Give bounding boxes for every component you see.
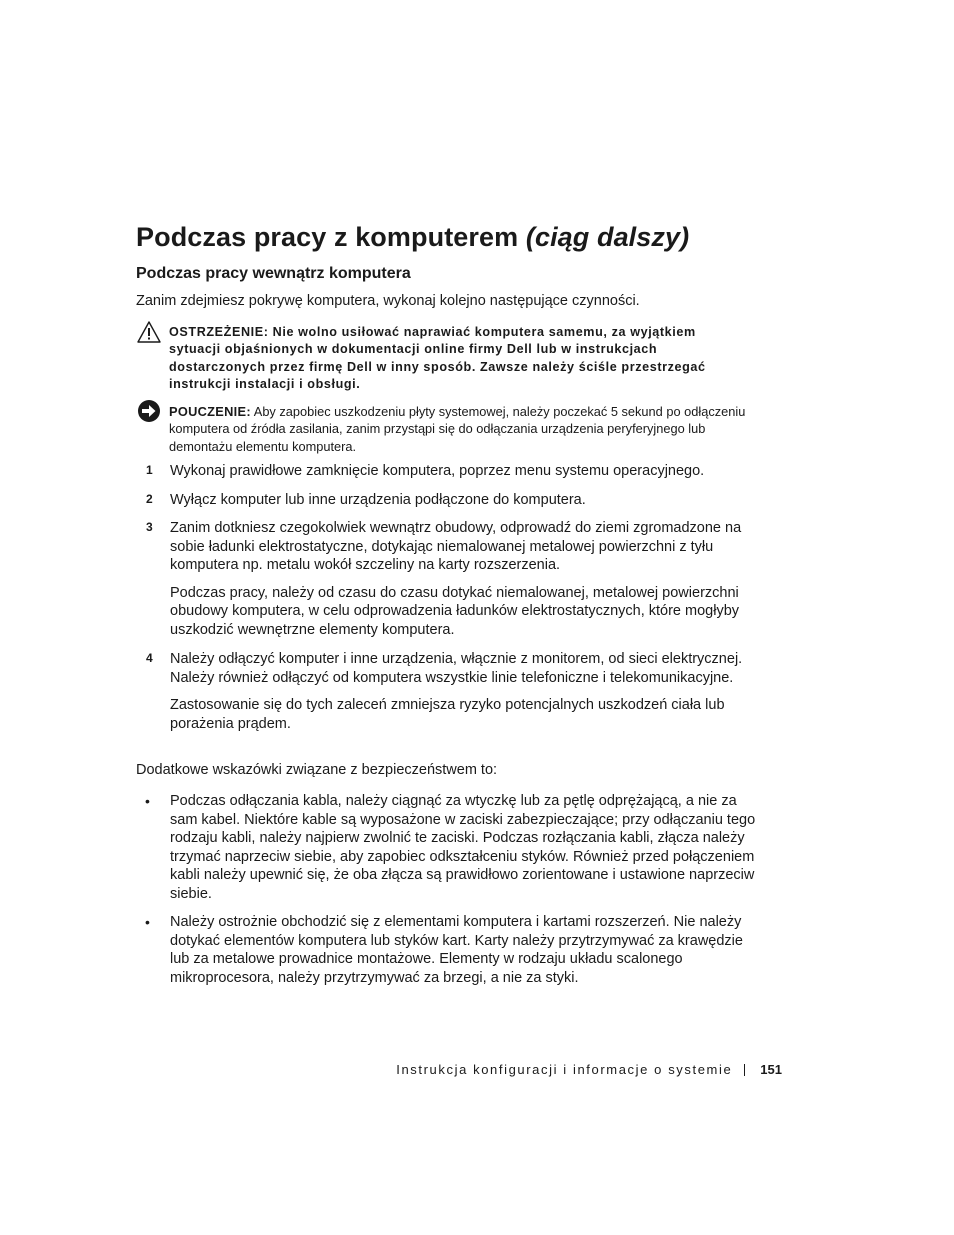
safety-intro: Dodatkowe wskazówki związane z bezpieczeństwem to: [136, 762, 498, 778]
step-number: 2 [146, 492, 153, 506]
step-text: Należy odłączyć komputer i inne urządzenia, włącznie z monitorem, od sieci elektrycznej. Należy również odłączyć od komputera wszystkie linie telefoniczne i telekomunikacyjne. [170, 651, 743, 686]
step-number: 3 [146, 520, 153, 534]
notice-body: Aby zapobiec uszkodzeniu płyty systemowej, należy poczekać 5 sekund po odłączeniu komputera od źródła zasilania, zanim przystąpi się do odłączania urządzenia peryferyjnego lub demontażu elementu komputera. [169, 404, 746, 454]
page-title [136, 222, 689, 253]
page-title-main: Podczas pracy z komputerem [136, 222, 519, 252]
bullet-text: Należy ostrożnie obchodzić się z elementami komputera i kartami rozszerzeń. Nie należy dotykać elementów komputera lub styków kart. Karty należy przytrzymywać za krawędzie lub za metalowe prowadnice montażowe. Elementy w rodzaju układu scalonego mikroprocesora, należy przytrzymywać za brzegi, a nie za styki. [170, 914, 743, 986]
page-title-continued: (ciąg dalszy) [525, 222, 690, 252]
notice-arrow-icon [137, 399, 161, 423]
step-text: Wykonaj prawidłowe zamknięcie komputera, poprzez menu systemu operacyjnego. [170, 463, 705, 479]
bullet-mark: • [145, 793, 150, 809]
section-title: Podczas pracy wewnątrz komputera [136, 265, 411, 282]
bullet-item [145, 792, 757, 904]
footer-title: Instrukcja konfiguracji i informacje o systemie [396, 1062, 733, 1077]
step-text: Wyłącz komputer lub inne urządzenia podłączone do komputera. [170, 492, 586, 508]
page-number: 151 [760, 1062, 782, 1077]
step-extra-text: Zastosowanie się do tych zaleceń zmniejsza ryzyko potencjalnych uszkodzeń ciała lub porażenia prądem. [170, 697, 725, 732]
page-footer [396, 1062, 782, 1077]
footer-divider [744, 1064, 745, 1076]
warning-text: OSTRZEŻENIE: Nie wolno usiłować naprawiać komputera samemu, za wyjątkiem sytuacji objaśnionych w dokumentacji online firmy Dell lub w instrukcjach dostarczonych przez firmę Dell w inny sposób. Zawsze należy ściśle przestrzegać instrukcji instalacji i obsługi. [169, 325, 706, 391]
step-item [146, 519, 758, 640]
step-extra-text: Podczas pracy, należy od czasu do czasu dotykać niemalowanej, metalowej powierzchni obudowy komputera, w celu odprowadzenia ładunków elektrostatycznych, które mogłyby uszkodzić wewnętrzne elementy komputera. [170, 584, 740, 638]
step-item [146, 462, 758, 481]
intro-paragraph: Zanim zdejmiesz pokrywę komputera, wykonaj kolejno następujące czynności. [136, 293, 640, 309]
notice-label: POUCZENIE: [169, 404, 251, 419]
step-number: 4 [146, 651, 153, 665]
bullet-item [145, 913, 757, 987]
step-item [146, 650, 758, 733]
bullet-mark: • [145, 914, 150, 930]
step-item [146, 491, 758, 510]
step-text: Zanim dotkniesz czegokolwiek wewnątrz obudowy, odprowadź do ziemi zgromadzone na sobie ładunki elektrostatyczne, dotykając niemalowanej metalowej powierzchni z tyłu komputera np. metalu wokół szczeliny na karty rozszerzenia. [170, 520, 742, 574]
step-number: 1 [146, 463, 153, 477]
bullet-text: Podczas odłączania kabla, należy ciągnąć za wtyczkę lub za pętlę odprężającą, a nie za sam kabel. Niektóre kable są wyposażone w zaciski zabezpieczające; przy odłączaniu tego rodzaju kabli, należy najpierw zwolnić te zaciski. Podczas rozłączania kabli, złącza należy trzymać naprzeciw siebie, aby zapobiec odkształceniu styków. Również przed połączeniem kabli należy upewnić się, że oba złącza są prawidłowo zorientowane i ustawione naprzeciw siebie. [170, 793, 756, 902]
warning-triangle-icon [137, 320, 161, 344]
notice-text [169, 403, 749, 455]
